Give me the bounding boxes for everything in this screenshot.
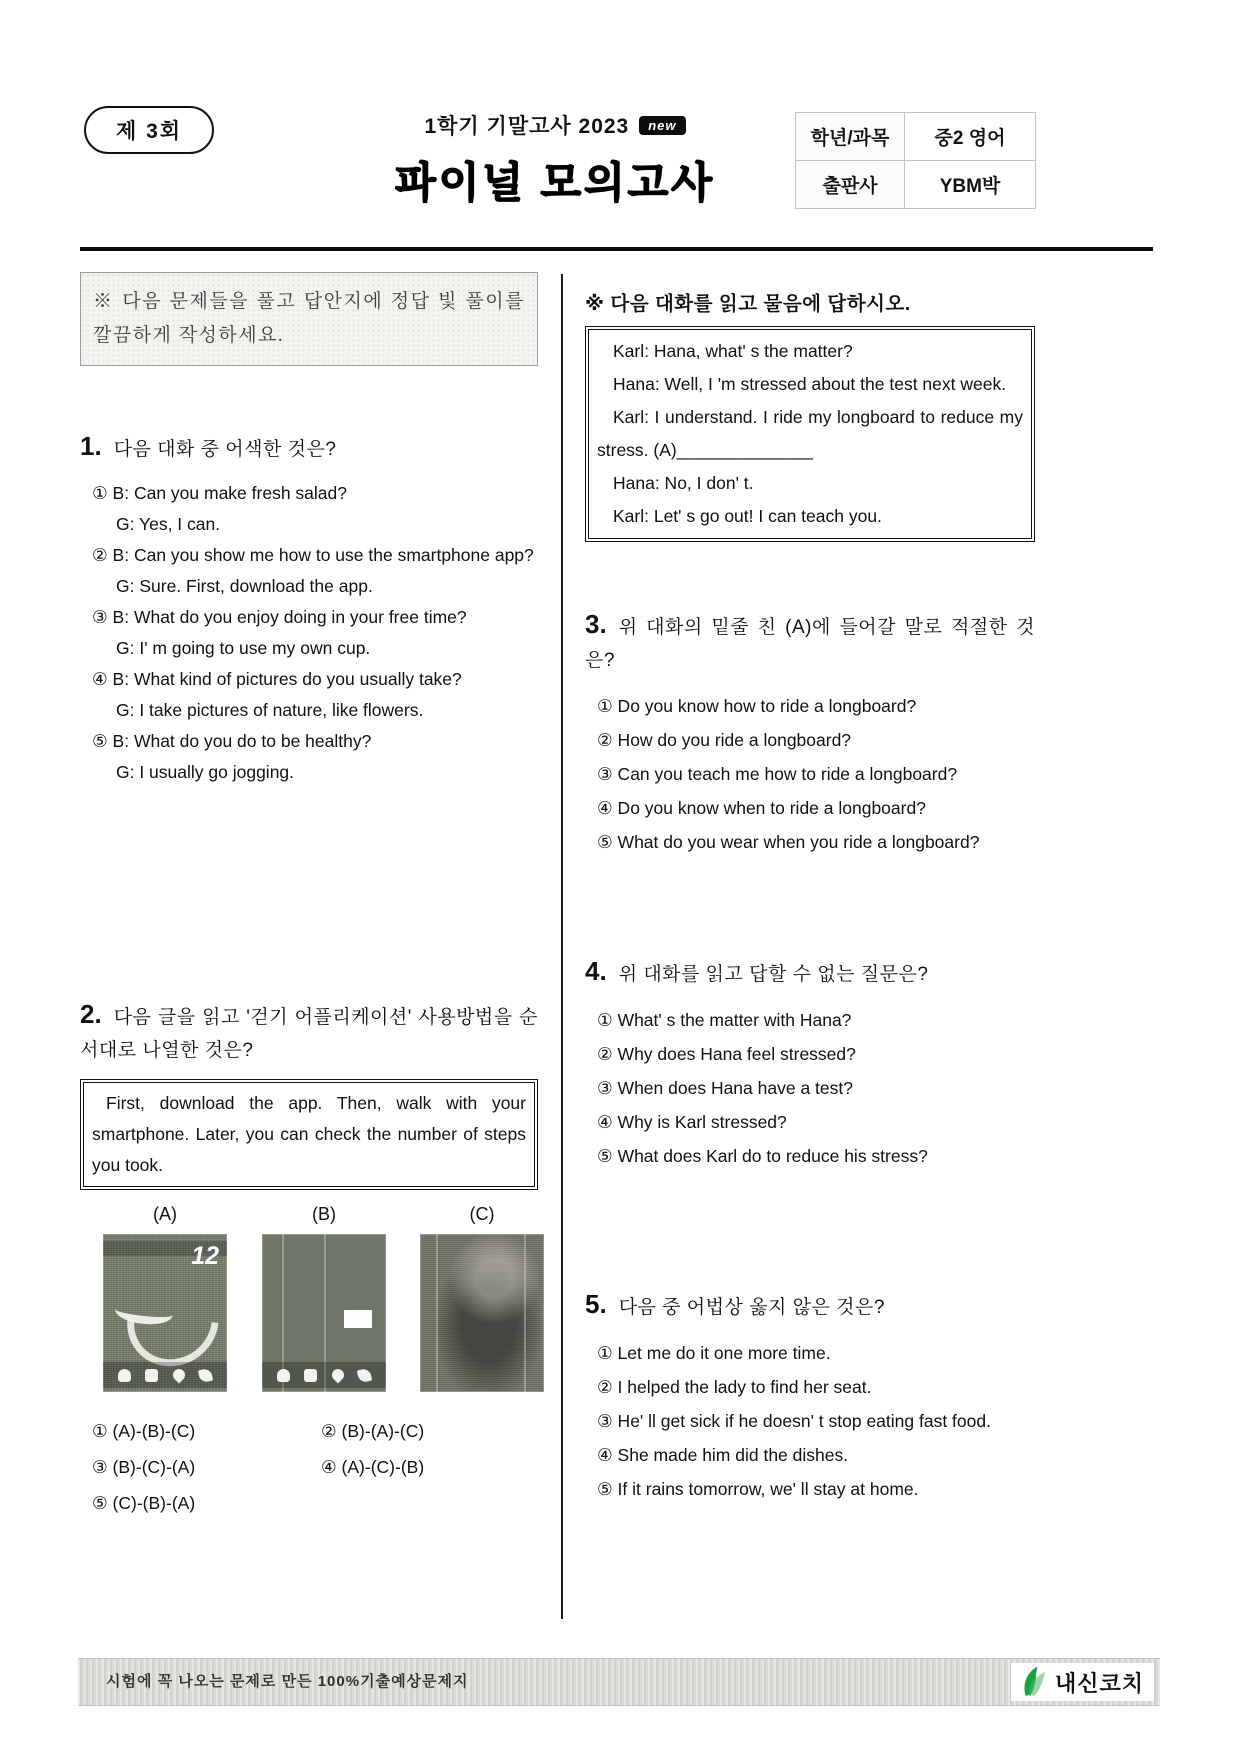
- figure-labels: [80, 1204, 538, 1230]
- q2-option-4: ④ (A)-(C)-(B): [321, 1457, 425, 1477]
- dialogue-line: Hana: No, I don' t.: [613, 473, 754, 493]
- question-4-number: 4.: [585, 956, 607, 986]
- question-4: [585, 955, 1035, 1173]
- q4-option-4: ④ Why is Karl stressed?: [597, 1112, 787, 1132]
- q1-option-4-b: ④ B: What kind of pictures do you usually take?: [92, 669, 462, 689]
- question-3-title: [585, 608, 1035, 677]
- q3-option-4: ④ Do you know when to ride a longboard?: [597, 798, 926, 818]
- q3-option-3: ③ Can you teach me how to ride a longboard?: [597, 764, 958, 784]
- table-row: [796, 161, 1036, 209]
- q1-option-2-b: ② B: Can you show me how to use the smartphone app?: [92, 545, 534, 565]
- question-5-text: 다음 중 어법상 옳지 않은 것은?: [618, 1297, 885, 1318]
- person-icon: [277, 1369, 290, 1382]
- footer-band: [78, 1658, 1160, 1706]
- notice-box: ※ 다음 문제들을 풀고 답안지에 정답 빛 풀이를 깔끔하게 작성하세요.: [80, 272, 538, 366]
- dialogue-directive: ※ 다음 대화를 읽고 물음에 답하시오.: [585, 293, 911, 315]
- q4-option-1: ① What' s the matter with Hana?: [597, 1010, 852, 1030]
- download-button-shape: [344, 1310, 372, 1328]
- photo-streak: [524, 1234, 526, 1392]
- heart-icon: [170, 1367, 187, 1384]
- q1-option-5-g: G: I usually go jogging.: [116, 762, 295, 782]
- q2-option-3: ③ (B)-(C)-(A): [92, 1457, 196, 1477]
- exam-title: 파이널 모의고사: [395, 159, 715, 206]
- photo-streak: [436, 1234, 438, 1392]
- question-3-text: 위 대화의 밑줄 친 (A)에 들어갈 말로 적절한 것은?: [585, 617, 1035, 671]
- q1-option-3-b: ③ B: What do you enjoy doing in your free time?: [92, 607, 467, 627]
- question-4-title: [585, 955, 1035, 991]
- person-icon: [118, 1369, 131, 1382]
- figure-row: [80, 1230, 538, 1398]
- round-label: 제 3회: [84, 106, 214, 154]
- q1-option-4-g: G: I take pictures of nature, like flowers.: [116, 700, 424, 720]
- question-3: [585, 608, 1035, 859]
- q2-passage-text: First, download the app. Then, walk with your smartphone. Later, you can check the number of steps you took.: [92, 1093, 526, 1175]
- dialogue-line: Karl: I understand. I ride my longboard to reduce my stress. (A)______________: [597, 407, 1023, 460]
- question-1-number: 1.: [80, 431, 102, 461]
- walking-photo-c: [420, 1234, 544, 1392]
- figure-label-b: (B): [312, 1204, 336, 1224]
- q2-passage-box: [80, 1079, 538, 1190]
- term-line: [320, 110, 790, 140]
- header-center: [320, 110, 790, 210]
- question-5-number: 5.: [585, 1289, 607, 1319]
- grade-subject-value: 중2 영어: [905, 113, 1036, 161]
- dialogue-line: Karl: Let' s go out! I can teach you.: [613, 506, 882, 526]
- q1-option-1-b: ① B: Can you make fresh salad?: [92, 483, 347, 503]
- q4-option-2: ② Why does Hana feel stressed?: [597, 1044, 856, 1064]
- q2-option-2: ② (B)-(A)-(C): [321, 1421, 425, 1441]
- question-2-number: 2.: [80, 999, 102, 1029]
- question-4-text: 위 대화를 읽고 답할 수 없는 질문은?: [618, 964, 929, 985]
- leaf-icon: [1017, 1665, 1051, 1699]
- header-divider: [80, 247, 1153, 251]
- q4-option-5: ⑤ What does Karl do to reduce his stress?: [597, 1146, 928, 1166]
- new-badge: new: [639, 116, 685, 135]
- question-5: [585, 1288, 1035, 1506]
- download-app-screenshot-b: [262, 1234, 386, 1392]
- q4-option-3: ③ When does Hana have a test?: [597, 1078, 853, 1098]
- q3-option-5: ⑤ What do you wear when you ride a longboard?: [597, 832, 980, 852]
- shoe-icon: [357, 1367, 372, 1382]
- question-1: [80, 430, 538, 788]
- figure-label-a: (A): [153, 1204, 177, 1224]
- q2-options: [80, 1416, 538, 1519]
- dialogue-section: [585, 288, 1035, 542]
- q1-option-3-g: G: I' m going to use my own cup.: [116, 638, 371, 658]
- shoe-icon: [198, 1367, 213, 1382]
- brand-logo-text: 내신코치: [1054, 1670, 1144, 1696]
- q5-option-4: ④ She made him did the dishes.: [597, 1445, 849, 1465]
- q5-option-1: ① Let me do it one more time.: [597, 1343, 831, 1363]
- dialogue-line: Hana: Well, I 'm stressed about the test next week.: [613, 374, 1007, 394]
- term-text: 1학기 기말고사 2023: [424, 115, 630, 138]
- step-count-number: 12: [191, 1242, 219, 1270]
- q2-option-5: ⑤ (C)-(B)-(A): [92, 1493, 196, 1513]
- dialogue-line: Karl: Hana, what' s the matter?: [613, 341, 853, 361]
- q5-option-5: ⑤ If it rains tomorrow, we' ll stay at home.: [597, 1479, 919, 1499]
- grade-subject-label: 학년/과목: [796, 113, 905, 161]
- footer-tagline: 시험에 꼭 나오는 문제로 만든 100%기출예상문제지: [106, 1673, 469, 1690]
- app-toolbar-icons: [262, 1362, 386, 1388]
- shirt-icon: [304, 1369, 317, 1382]
- brand-logo: [1011, 1663, 1154, 1701]
- q1-option-5-b: ⑤ B: What do you do to be healthy?: [92, 731, 372, 751]
- column-divider: [561, 274, 563, 1619]
- heart-icon: [329, 1367, 346, 1384]
- publisher-label: 출판사: [796, 161, 905, 209]
- q5-option-2: ② I helped the lady to find her seat.: [597, 1377, 872, 1397]
- q2-option-1: ① (A)-(B)-(C): [92, 1421, 196, 1441]
- question-1-title: [80, 430, 538, 466]
- step-app-screenshot-a: [103, 1234, 227, 1392]
- question-2: [80, 998, 538, 1519]
- publisher-value: YBM박: [905, 161, 1036, 209]
- app-toolbar-icons: [103, 1362, 227, 1388]
- exam-info-table: [795, 112, 1036, 209]
- question-3-number: 3.: [585, 609, 607, 639]
- q1-option-2-g: G: Sure. First, download the app.: [116, 576, 373, 596]
- figure-label-c: (C): [469, 1204, 495, 1224]
- question-1-text: 다음 대화 중 어색한 것은?: [113, 439, 337, 460]
- question-2-text: 다음 글을 읽고 '걷기 어플리케이션' 사용방법을 순서대로 나열한 것은?: [80, 1007, 538, 1061]
- q5-option-3: ③ He' ll get sick if he doesn' t stop eating fast food.: [597, 1411, 991, 1431]
- q1-option-1-g: G: Yes, I can.: [116, 514, 221, 534]
- question-5-title: [585, 1288, 1035, 1324]
- question-2-title: [80, 998, 538, 1067]
- table-row: [796, 113, 1036, 161]
- shirt-icon: [145, 1369, 158, 1382]
- q3-option-2: ② How do you ride a longboard?: [597, 730, 852, 750]
- dialogue-box: [585, 326, 1035, 542]
- q3-option-1: ① Do you know how to ride a longboard?: [597, 696, 917, 716]
